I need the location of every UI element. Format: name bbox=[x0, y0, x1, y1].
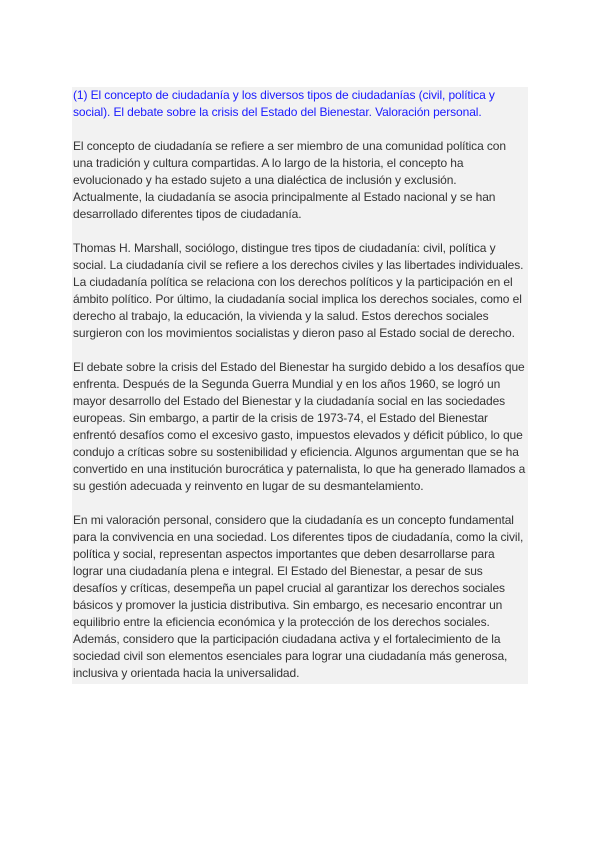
paragraph-concept: El concepto de ciudadanía se refiere a ser miembro de una comunidad política con una tradición y cultura compartidas. A lo largo de la historia, el concepto ha evolucionado y ha estado sujeto a una dialéctica de inclusión y exclusión. Actualmente, la ciudadanía se asocia principalmente al Estado nacional y se han desarrollado diferentes tipos de ciudadanía. bbox=[73, 139, 506, 221]
paragraph-welfare-crisis: El debate sobre la crisis del Estado del Bienestar ha surgido debido a los desafíos que enfrenta. Después de la Segunda Guerra Mundial y en los años 1960, se logró un mayor desarrollo del Estado del Bienestar y la ciudadanía social en las sociedades europeas. Sin embargo, a partir de la crisis de 1973-74, el Estado del Bienestar enfrentó desafíos como el excesivo gasto, impuestos elevados y déficit público, lo que condujo a críticas sobre su sostenibilidad y eficiencia. Algunos argumentan que se ha convertido en una institución burocrática y paternalista, lo que ha generado llamados a su gestión adecuada y reinvento en lugar de su desmantelamiento. bbox=[73, 360, 526, 493]
paragraph-marshall-types: Thomas H. Marshall, sociólogo, distingue tres tipos de ciudadanía: civil, política y social. La ciudadanía civil se refiere a los derechos civiles y las libertades individuales. La ciudadanía política se relaciona con los derechos políticos y la participación en el ámbito político. Por último, la ciudadanía social implica los derechos sociales, como el derecho al trabajo, la educación, la vivienda y la salud. Estos derechos sociales surgieron con los movimientos socialistas y dieron paso al Estado social de derecho. bbox=[73, 241, 524, 340]
document-heading: (1) El concepto de ciudadanía y los diversos tipos de ciudadanías (civil, política y social). El debate sobre la crisis del Estado del Bienestar. Valoración personal. bbox=[73, 88, 495, 119]
paragraph-personal-assessment: En mi valoración personal, considero que la ciudadanía es un concepto fundamental para la convivencia en una sociedad. Los diferentes tipos de ciudadanía, como la civil, política y social, representan aspectos importantes que deben desarrollarse para lograr una ciudadanía plena e integral. El Estado del Bienestar, a pesar de sus desafíos y críticas, desempeña un papel crucial al garantizar los derechos sociales básicos y promover la justicia distributiva. Sin embargo, es necesario encontrar un equilibrio entre la eficiencia económica y la protección de los derechos sociales. Además, considero que la participación ciudadana activa y el fortalecimiento de la sociedad civil son elementos esenciales para lograr una ciudadanía más generosa, inclusiva y orientada hacia la universalidad. bbox=[73, 513, 524, 680]
document-body bbox=[72, 87, 528, 684]
